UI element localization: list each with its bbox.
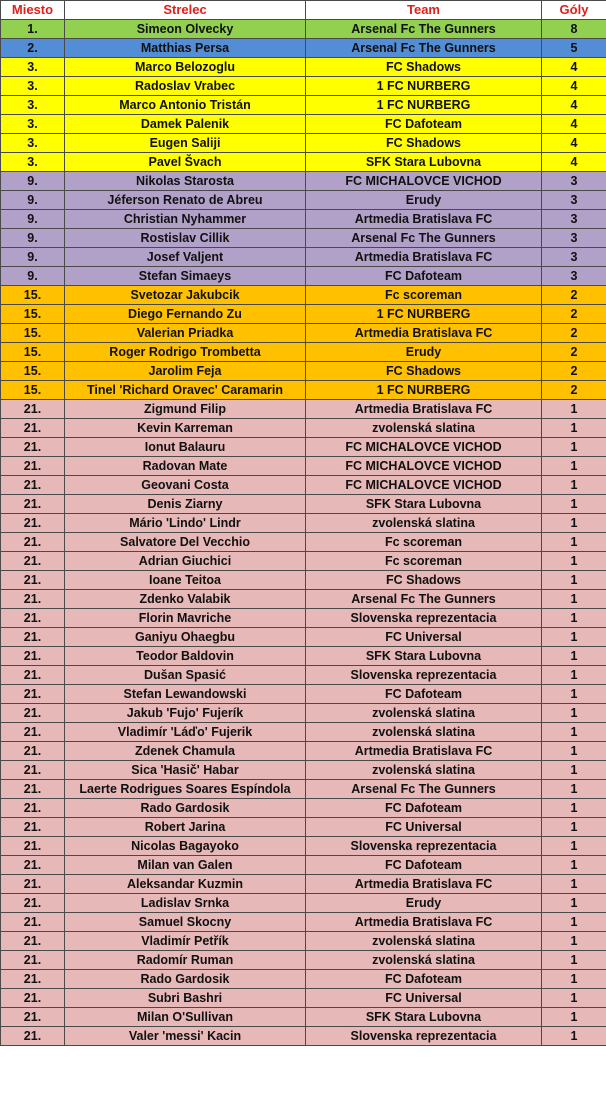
rank-cell: 15. [1,343,65,362]
scorer-cell: Samuel Skocny [65,913,306,932]
scorer-cell: Geovani Costa [65,476,306,495]
scorer-cell: Ladislav Srnka [65,894,306,913]
rank-cell: 21. [1,514,65,533]
scorer-cell: Subri Bashri [65,989,306,1008]
goals-cell: 2 [542,343,606,362]
table-row [1,495,606,514]
table-row [1,514,606,533]
team-cell: Fc scoreman [306,286,542,305]
scorer-cell: Rostislav Cillik [65,229,306,248]
team-cell: 1 FC NURBERG [306,77,542,96]
team-cell: Slovenska reprezentacia [306,666,542,685]
goals-cell: 1 [542,647,606,666]
team-cell: zvolenská slatina [306,514,542,533]
rank-cell: 21. [1,856,65,875]
goals-cell: 1 [542,495,606,514]
goals-cell: 1 [542,875,606,894]
team-cell: FC MICHALOVCE VICHOD [306,172,542,191]
scorer-cell: Damek Palenik [65,115,306,134]
team-cell: Artmedia Bratislava FC [306,400,542,419]
goals-cell: 3 [542,248,606,267]
team-cell: Erudy [306,894,542,913]
table-row [1,248,606,267]
rank-cell: 21. [1,628,65,647]
header-goals: Góly [542,1,606,20]
rank-cell: 1. [1,20,65,39]
goals-cell: 1 [542,438,606,457]
table-row [1,400,606,419]
scorer-cell: Salvatore Del Vecchio [65,533,306,552]
team-cell: Arsenal Fc The Gunners [306,780,542,799]
table-row [1,761,606,780]
rank-cell: 21. [1,571,65,590]
table-row [1,457,606,476]
scorer-cell: Roger Rodrigo Trombetta [65,343,306,362]
scorer-cell: Rado Gardosik [65,799,306,818]
team-cell: Artmedia Bratislava FC [306,324,542,343]
scorer-cell: Dušan Spasić [65,666,306,685]
goals-cell: 3 [542,210,606,229]
rank-cell: 21. [1,723,65,742]
goals-cell: 8 [542,20,606,39]
scorer-cell: Marco Belozoglu [65,58,306,77]
goals-cell: 1 [542,856,606,875]
goals-cell: 1 [542,400,606,419]
rank-cell: 21. [1,1008,65,1027]
scorer-cell: Jarolim Feja [65,362,306,381]
rank-cell: 2. [1,39,65,58]
rank-cell: 15. [1,362,65,381]
scorer-cell: Diego Fernando Zu [65,305,306,324]
scorer-cell: Valerian Priadka [65,324,306,343]
rank-cell: 3. [1,58,65,77]
table-row [1,267,606,286]
table-row [1,324,606,343]
rank-cell: 21. [1,818,65,837]
team-cell: FC Shadows [306,571,542,590]
scorer-cell: Kevin Karreman [65,419,306,438]
scorer-cell: Nikolas Starosta [65,172,306,191]
team-cell: FC Universal [306,989,542,1008]
goals-cell: 1 [542,533,606,552]
team-cell: Artmedia Bratislava FC [306,742,542,761]
team-cell: Fc scoreman [306,552,542,571]
table-row [1,362,606,381]
rank-cell: 21. [1,704,65,723]
rank-cell: 21. [1,457,65,476]
team-cell: Artmedia Bratislava FC [306,913,542,932]
table-row [1,172,606,191]
rank-cell: 21. [1,666,65,685]
table-row [1,704,606,723]
scorer-cell: Rado Gardosik [65,970,306,989]
scorer-cell: Laerte Rodrigues Soares Espíndola [65,780,306,799]
rank-cell: 21. [1,837,65,856]
goals-cell: 1 [542,761,606,780]
team-cell: FC Dafoteam [306,115,542,134]
goals-cell: 4 [542,115,606,134]
scorer-cell: Nicolas Bagayoko [65,837,306,856]
team-cell: FC Dafoteam [306,685,542,704]
goals-cell: 1 [542,419,606,438]
team-cell: Erudy [306,191,542,210]
rank-cell: 21. [1,438,65,457]
team-cell: SFK Stara Lubovna [306,1008,542,1027]
rank-cell: 21. [1,799,65,818]
goals-cell: 2 [542,324,606,343]
team-cell: Erudy [306,343,542,362]
scorer-cell: Vladimír Petřík [65,932,306,951]
scorer-cell: Ganiyu Ohaegbu [65,628,306,647]
rank-cell: 21. [1,533,65,552]
table-row [1,115,606,134]
team-cell: Arsenal Fc The Gunners [306,20,542,39]
table-row [1,913,606,932]
goals-cell: 1 [542,609,606,628]
goals-cell: 4 [542,96,606,115]
scorer-cell: Stefan Simaeys [65,267,306,286]
scorer-cell: Stefan Lewandowski [65,685,306,704]
scorer-cell: Sica 'Hasič' Habar [65,761,306,780]
rank-cell: 3. [1,77,65,96]
rank-cell: 21. [1,609,65,628]
goals-cell: 1 [542,989,606,1008]
rank-cell: 9. [1,191,65,210]
goals-cell: 2 [542,305,606,324]
goals-cell: 1 [542,970,606,989]
goals-cell: 1 [542,723,606,742]
table-row [1,134,606,153]
team-cell: zvolenská slatina [306,951,542,970]
goals-cell: 5 [542,39,606,58]
team-cell: FC Universal [306,818,542,837]
rank-cell: 21. [1,685,65,704]
table-row [1,875,606,894]
goals-cell: 1 [542,951,606,970]
rank-cell: 21. [1,1027,65,1046]
table-row [1,932,606,951]
table-row [1,951,606,970]
team-cell: SFK Stara Lubovna [306,495,542,514]
goals-cell: 1 [542,780,606,799]
rank-cell: 21. [1,419,65,438]
team-cell: Arsenal Fc The Gunners [306,590,542,609]
header-scorer: Strelec [65,1,306,20]
goals-cell: 1 [542,457,606,476]
table-row [1,799,606,818]
scorer-cell: Tinel 'Richard Oravec' Caramarin [65,381,306,400]
table-row [1,210,606,229]
rank-cell: 21. [1,932,65,951]
scorer-cell: Adrian Giuchici [65,552,306,571]
table-header [1,1,606,20]
rank-cell: 21. [1,400,65,419]
team-cell: Slovenska reprezentacia [306,837,542,856]
scorer-cell: Simeon Olvecky [65,20,306,39]
team-cell: zvolenská slatina [306,932,542,951]
rank-cell: 21. [1,590,65,609]
team-cell: zvolenská slatina [306,761,542,780]
rank-cell: 9. [1,229,65,248]
table-row [1,552,606,571]
scorer-cell: Pavel Švach [65,153,306,172]
table-row [1,970,606,989]
goals-cell: 1 [542,818,606,837]
goals-cell: 1 [542,552,606,571]
scorer-cell: Marco Antonio Tristán [65,96,306,115]
table-row [1,856,606,875]
rank-cell: 15. [1,286,65,305]
goals-cell: 2 [542,381,606,400]
table-row [1,286,606,305]
rank-cell: 21. [1,894,65,913]
header-row [1,1,606,20]
team-cell: Slovenska reprezentacia [306,609,542,628]
scorer-cell: Robert Jarina [65,818,306,837]
rank-cell: 9. [1,267,65,286]
goals-cell: 1 [542,913,606,932]
rank-cell: 3. [1,134,65,153]
table-row [1,305,606,324]
team-cell: zvolenská slatina [306,704,542,723]
goals-cell: 1 [542,742,606,761]
goals-cell: 1 [542,799,606,818]
rank-cell: 21. [1,989,65,1008]
rank-cell: 9. [1,172,65,191]
scorer-cell: Jakub 'Fujo' Fujerík [65,704,306,723]
table-row [1,96,606,115]
table-row [1,989,606,1008]
rank-cell: 21. [1,495,65,514]
scorer-cell: Milan van Galen [65,856,306,875]
team-cell: FC Shadows [306,58,542,77]
team-cell: FC Universal [306,628,542,647]
rank-cell: 21. [1,951,65,970]
goals-cell: 2 [542,286,606,305]
team-cell: Artmedia Bratislava FC [306,875,542,894]
goals-cell: 1 [542,685,606,704]
rank-cell: 3. [1,153,65,172]
table-row [1,590,606,609]
table-row [1,438,606,457]
table-row [1,818,606,837]
scorer-cell: Milan O'Sullivan [65,1008,306,1027]
table-row [1,742,606,761]
rank-cell: 15. [1,305,65,324]
goals-cell: 1 [542,932,606,951]
goals-cell: 1 [542,666,606,685]
header-rank: Miesto [1,1,65,20]
goals-cell: 1 [542,837,606,856]
scorer-cell: Radovan Mate [65,457,306,476]
table-row [1,647,606,666]
scorer-cell: Ionut Balauru [65,438,306,457]
scorer-cell: Eugen Saliji [65,134,306,153]
scorer-cell: Jéferson Renato de Abreu [65,191,306,210]
rank-cell: 9. [1,248,65,267]
goals-cell: 1 [542,476,606,495]
rank-cell: 15. [1,324,65,343]
goals-cell: 1 [542,1008,606,1027]
goals-cell: 3 [542,267,606,286]
team-cell: Fc scoreman [306,533,542,552]
header-team: Team [306,1,542,20]
team-cell: SFK Stara Lubovna [306,647,542,666]
rank-cell: 21. [1,780,65,799]
goals-cell: 3 [542,229,606,248]
team-cell: 1 FC NURBERG [306,305,542,324]
scorer-cell: Christian Nyhammer [65,210,306,229]
table-row [1,153,606,172]
goals-cell: 1 [542,894,606,913]
team-cell: FC Dafoteam [306,856,542,875]
team-cell: zvolenská slatina [306,419,542,438]
table-row [1,666,606,685]
scorer-cell: Ioane Teitoa [65,571,306,590]
team-cell: FC Dafoteam [306,267,542,286]
scorer-cell: Zdenko Valabik [65,590,306,609]
scorer-cell: Vladimír 'Láďo' Fujerik [65,723,306,742]
table-row [1,381,606,400]
rank-cell: 21. [1,761,65,780]
scorer-cell: Denis Ziarny [65,495,306,514]
goals-cell: 1 [542,1027,606,1046]
scorer-cell: Florin Mavriche [65,609,306,628]
goals-cell: 1 [542,571,606,590]
team-cell: SFK Stara Lubovna [306,153,542,172]
rank-cell: 3. [1,96,65,115]
rank-cell: 21. [1,742,65,761]
goals-cell: 2 [542,362,606,381]
rank-cell: 3. [1,115,65,134]
rank-cell: 21. [1,875,65,894]
rank-cell: 21. [1,476,65,495]
team-cell: Arsenal Fc The Gunners [306,39,542,58]
team-cell: Artmedia Bratislava FC [306,210,542,229]
scorer-cell: Valer 'messi' Kacin [65,1027,306,1046]
goals-cell: 4 [542,134,606,153]
goals-cell: 1 [542,704,606,723]
team-cell: FC Dafoteam [306,970,542,989]
table-row [1,609,606,628]
team-cell: FC Dafoteam [306,799,542,818]
table-row [1,58,606,77]
table-row [1,1008,606,1027]
goals-cell: 4 [542,77,606,96]
goals-cell: 3 [542,172,606,191]
scorer-cell: Radoslav Vrabec [65,77,306,96]
team-cell: FC MICHALOVCE VICHOD [306,457,542,476]
table-row [1,723,606,742]
goals-cell: 4 [542,153,606,172]
goals-cell: 1 [542,514,606,533]
team-cell: 1 FC NURBERG [306,96,542,115]
rank-cell: 21. [1,552,65,571]
table-row [1,419,606,438]
team-cell: 1 FC NURBERG [306,381,542,400]
scorer-cell: Matthias Persa [65,39,306,58]
table-row [1,894,606,913]
team-cell: Artmedia Bratislava FC [306,248,542,267]
scorer-cell: Radomír Ruman [65,951,306,970]
team-cell: Arsenal Fc The Gunners [306,229,542,248]
team-cell: zvolenská slatina [306,723,542,742]
rank-cell: 21. [1,647,65,666]
rank-cell: 21. [1,913,65,932]
goals-cell: 3 [542,191,606,210]
table-row [1,77,606,96]
team-cell: FC Shadows [306,362,542,381]
goals-cell: 4 [542,58,606,77]
scorer-cell: Mário 'Lindo' Lindr [65,514,306,533]
table-row [1,780,606,799]
table-row [1,191,606,210]
rank-cell: 15. [1,381,65,400]
team-cell: FC MICHALOVCE VICHOD [306,476,542,495]
table-row [1,533,606,552]
rank-cell: 9. [1,210,65,229]
goals-cell: 1 [542,590,606,609]
table-row [1,476,606,495]
team-cell: FC Shadows [306,134,542,153]
scorer-cell: Josef Valjent [65,248,306,267]
table-row [1,571,606,590]
table-row [1,20,606,39]
table-row [1,229,606,248]
goals-cell: 1 [542,628,606,647]
scorer-cell: Svetozar Jakubcik [65,286,306,305]
scorer-cell: Aleksandar Kuzmin [65,875,306,894]
scorer-cell: Teodor Baldovin [65,647,306,666]
table-row [1,837,606,856]
scorer-cell: Zigmund Filip [65,400,306,419]
table-row [1,1027,606,1046]
table-row [1,685,606,704]
team-cell: Slovenska reprezentacia [306,1027,542,1046]
table-row [1,39,606,58]
rank-cell: 21. [1,970,65,989]
scorer-cell: Zdenek Chamula [65,742,306,761]
team-cell: FC MICHALOVCE VICHOD [306,438,542,457]
table-body [1,20,606,1046]
table-row [1,343,606,362]
table-row [1,628,606,647]
